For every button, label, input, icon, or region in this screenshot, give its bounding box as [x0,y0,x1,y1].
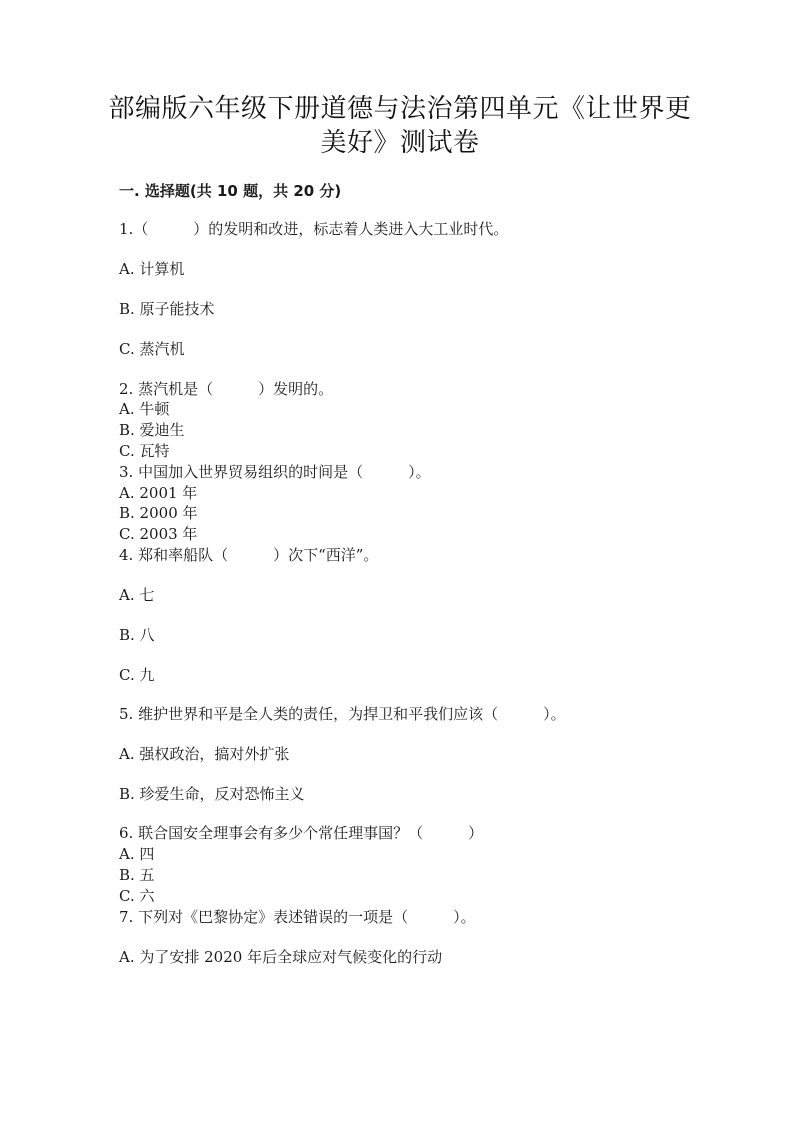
question-4-option-a: A. 七 [119,586,155,604]
question-6-option-a: A. 四 [119,845,155,863]
title-line-1: 部编版六年级下册道德与法治第四单元《让世界更 [108,94,692,124]
question-2-option-b: B. 爱迪生 [119,421,185,439]
question-2-option-a: A. 牛顿 [119,400,170,418]
question-1-option-b: B. 原子能技术 [119,300,215,318]
question-6-option-b: B. 五 [119,866,155,884]
document-title [100,92,700,160]
question-4-option-c: C. 九 [119,666,155,684]
question-5-option-b: B. 珍爱生命，反对恐怖主义 [119,785,305,803]
question-6-stem: 6. 联合国安全理事会有多少个常任理事国？（ ） [119,824,484,842]
question-3-option-c: C. 2003 年 [119,525,198,543]
question-7-option-a: A. 为了安排 2020 年后全球应对气候变化的行动 [119,948,443,966]
question-2-option-c: C. 瓦特 [119,442,170,460]
title-line-2: 美好》测试卷 [320,128,480,158]
question-4-stem: 4. 郑和率船队（ ）次下“西洋”。 [119,546,379,564]
question-6-option-c: C. 六 [119,887,155,905]
question-1-option-a: A. 计算机 [119,260,185,278]
question-7-stem: 7. 下列对《巴黎协定》表述错误的一项是（ ）。 [119,908,476,926]
question-2-stem: 2. 蒸汽机是（ ）发明的。 [119,380,334,398]
question-1-option-c: C. 蒸汽机 [119,340,185,358]
question-3-option-a: A. 2001 年 [119,484,198,502]
question-5-stem: 5. 维护世界和平是全人类的责任，为捍卫和平我们应该（ ）。 [119,705,566,723]
question-4-option-b: B. 八 [119,626,155,644]
question-1-stem: 1.（ ）的发明和改进，标志着人类进入大工业时代。 [119,220,509,238]
question-3-option-b: B. 2000 年 [119,504,198,522]
question-3-stem: 3. 中国加入世界贸易组织的时间是（ ）。 [119,463,431,481]
question-5-option-a: A. 强权政治，搞对外扩张 [119,745,290,763]
section-heading: 一. 选择题(共 10 题，共 20 分) [119,182,342,200]
